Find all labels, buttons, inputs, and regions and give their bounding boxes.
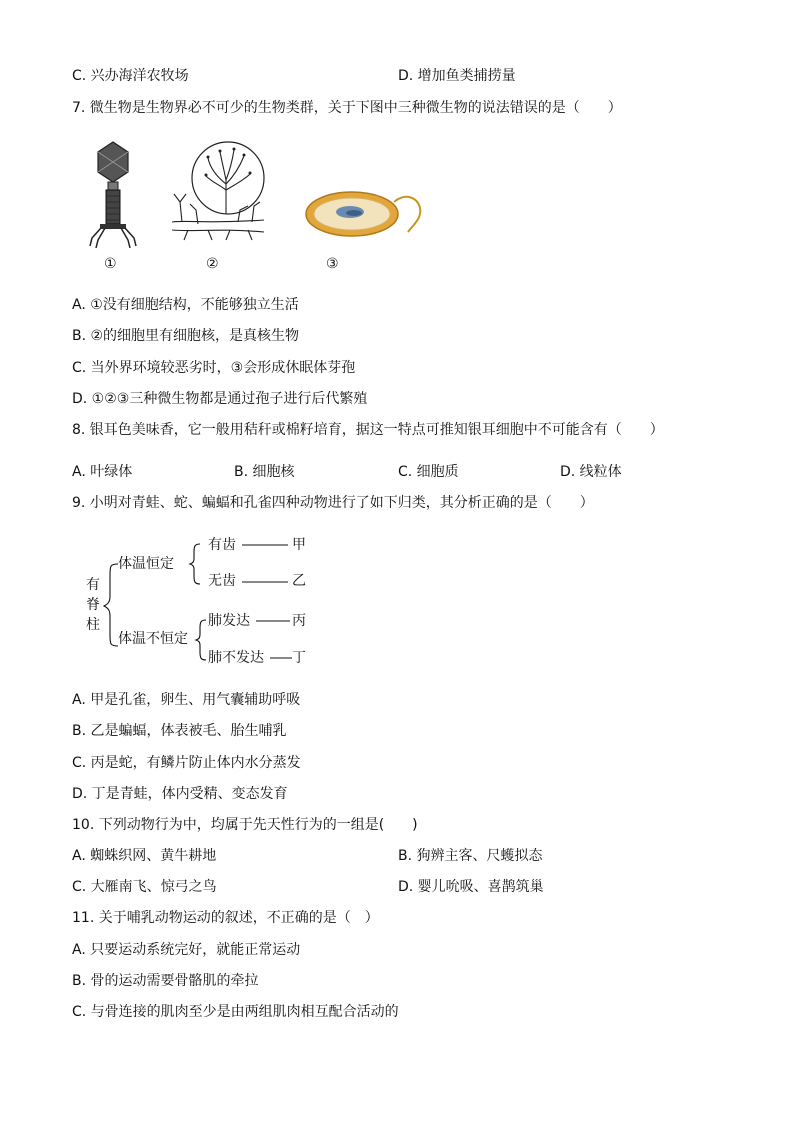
- q10-option-c: C. 大雁南飞、惊弓之鸟: [72, 879, 217, 895]
- q10-option-a: A. 蜘蛛织网、黄牛耕地: [72, 848, 217, 864]
- q8-option-a: A. 叶绿体: [72, 464, 133, 480]
- q9-stem: 9. 小明对青蛙、蛇、蝙蝠和孔雀四种动物进行了如下归类，其分析正确的是（ ）: [72, 495, 594, 511]
- tree-branch-2: 体温不恒定: [118, 631, 188, 647]
- q9-option-a: A. 甲是孔雀，卵生、用气囊辅助呼吸: [72, 692, 301, 708]
- q7-option-b: B. ②的细胞里有细胞核，是真核生物: [72, 328, 300, 344]
- q8-stem: 8. 银耳色美味香，它一般用秸秆或棉籽培育，据这一特点可推知银耳细胞中不可能含有（ ）: [72, 422, 664, 438]
- tree-leaf-3: 肺发达: [208, 613, 250, 629]
- tree-leaf-3-result: 丙: [292, 613, 306, 629]
- tree-leaf-2-result: 乙: [292, 573, 306, 589]
- q7-option-d: D. ①②③三种微生物都是通过孢子进行后代繁殖: [72, 391, 368, 407]
- q7-stem: 7. 微生物是生物界必不可少的生物类群，关于下图中三种微生物的说法错误的是（ ）: [72, 100, 622, 116]
- q11-option-c: C. 与骨连接的肌肉至少是由两组肌肉相互配合活动的: [72, 1004, 399, 1020]
- tree-leaf-1-result: 甲: [292, 537, 306, 553]
- bacteriophage-image: [82, 140, 144, 250]
- mold-image: [168, 140, 268, 244]
- figure-label-1: ①: [104, 256, 117, 272]
- q10-stem: 10. 下列动物行为中，均属于先天性行为的一组是( ): [72, 817, 418, 833]
- tree-leaf-4: 肺不发达: [208, 650, 264, 666]
- q8-option-c: C. 细胞质: [398, 464, 459, 480]
- tree-root-char-2: 脊: [86, 597, 100, 613]
- tree-root-char-3: 柱: [86, 617, 100, 633]
- q6-option-c: C. 兴办海洋农牧场: [72, 68, 189, 84]
- q8-option-b: B. 细胞核: [234, 464, 295, 480]
- tree-lines: [96, 530, 316, 676]
- bacterium-image: [300, 188, 424, 244]
- q9-option-d: D. 丁是青蛙，体内受精、变态发育: [72, 786, 288, 802]
- figure-label-2: ②: [206, 256, 219, 272]
- tree-leaf-1: 有齿: [208, 537, 236, 553]
- q10-option-d: D. 婴儿吮吸、喜鹊筑巢: [398, 879, 544, 895]
- tree-branch-1: 体温恒定: [118, 556, 174, 572]
- q11-option-a: A. 只要运动系统完好，就能正常运动: [72, 942, 301, 958]
- tree-root-char-1: 有: [86, 577, 100, 593]
- q11-stem: 11. 关于哺乳动物运动的叙述，不正确的是（ ）: [72, 910, 379, 926]
- q7-option-a: A. ①没有细胞结构，不能够独立生活: [72, 297, 299, 313]
- q6-option-d: D. 增加鱼类捕捞量: [398, 68, 516, 84]
- q7-option-c: C. 当外界环境较恶劣时，③会形成休眠体芽孢: [72, 360, 356, 376]
- q9-option-b: B. 乙是蝙蝠，体表被毛、胎生哺乳: [72, 723, 287, 739]
- tree-leaf-4-result: 丁: [292, 650, 306, 666]
- q8-option-d: D. 线粒体: [560, 464, 622, 480]
- q10-option-b: B. 狗辨主客、尺蠖拟态: [398, 848, 543, 864]
- q11-option-b: B. 骨的运动需要骨骼肌的牵拉: [72, 973, 259, 989]
- tree-leaf-2: 无齿: [208, 573, 236, 589]
- q9-option-c: C. 丙是蛇，有鳞片防止体内水分蒸发: [72, 755, 301, 771]
- figure-label-3: ③: [326, 256, 339, 272]
